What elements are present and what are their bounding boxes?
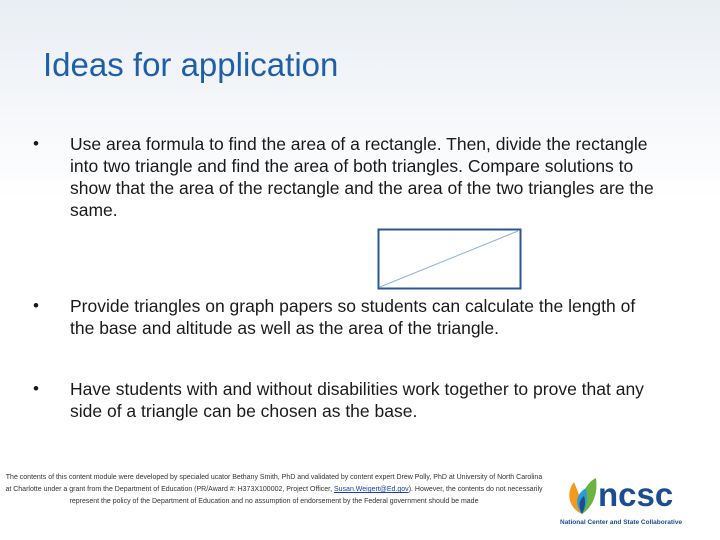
- rectangle-diagram: [377, 228, 522, 290]
- ncsc-logo: [560, 474, 710, 534]
- bullet-text-1: Use area formula to find the area of a rectangle. Then, divide the rectangle into two triangle and find the area of both triangles. Compare solutions to show that the area of the rectangle and the area of the two triangles are the same.: [70, 134, 654, 220]
- bullet-dot: •: [33, 296, 39, 315]
- ncsc-subtitle: National Center and State Collaborative: [560, 519, 683, 526]
- slide-title: Ideas for application: [43, 46, 339, 83]
- footer-text-start: The contents of this content module were developed by specialed ucator Bethany Smith, PhD and validated by content expert Drew Polly, PhD at University of North Carolina at Charlotte under a grant from the Department of Education (PR/Award #: H373X100002, Project Officer,: [5, 474, 543, 493]
- footer-disclaimer: [4, 472, 544, 508]
- bullet-dot: •: [33, 379, 39, 398]
- ncsc-wordmark: ncsc: [598, 476, 674, 513]
- bullet-item-2: [33, 295, 660, 339]
- bullet-item-3: [33, 378, 660, 422]
- footer-email-link[interactable]: Susan.Weigert@Ed.gov: [334, 486, 409, 493]
- bullet-text-2: Provide triangles on graph papers so students can calculate the length of the base and altitude as well as the area of the triangle.: [70, 296, 636, 338]
- bullet-item-1: [33, 133, 660, 221]
- rectangle-diagonal: [380, 231, 518, 287]
- bullet-dot: •: [33, 134, 39, 153]
- bullet-text-3: Have students with and without disabilities work together to prove that any side of a triangle can be chosen as the base.: [70, 379, 644, 421]
- footer-text-end: ). However, the contents do not necessarily represent the policy of the Department of Education and no assumption of endorsement by the Federal government should be made: [69, 486, 543, 505]
